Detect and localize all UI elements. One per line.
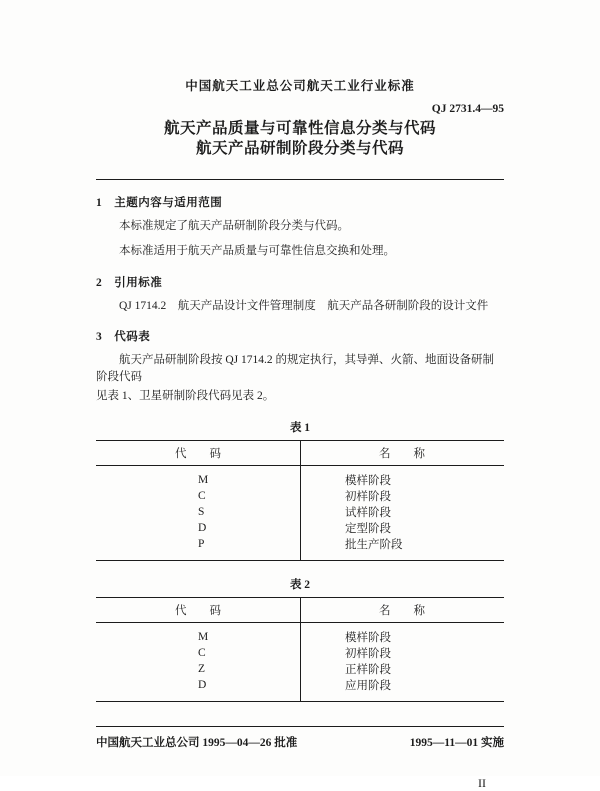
table-2-caption: 表 2 bbox=[289, 579, 311, 592]
code-cell: Z bbox=[198, 663, 206, 676]
table-2-body bbox=[96, 623, 504, 701]
table-2-header-code: 代 码 bbox=[175, 605, 221, 618]
name-cell: 应用阶段 bbox=[345, 680, 391, 693]
code-cell: D bbox=[198, 522, 207, 535]
table-row bbox=[96, 472, 504, 488]
name-cell: 批生产阶段 bbox=[345, 539, 403, 552]
name-cell: 模样阶段 bbox=[345, 475, 391, 488]
table-row bbox=[96, 536, 504, 552]
footer bbox=[96, 734, 504, 750]
table-row bbox=[96, 677, 504, 693]
code-cell: C bbox=[198, 490, 206, 503]
table-row bbox=[96, 520, 504, 536]
table-1 bbox=[96, 440, 504, 561]
name-cell: 初样阶段 bbox=[345, 491, 391, 504]
code-cell: P bbox=[198, 538, 205, 551]
table-1-body bbox=[96, 466, 504, 560]
footer-divider bbox=[96, 726, 504, 727]
page-number: II bbox=[478, 776, 486, 791]
section-1-paragraph-1: 本标准规定了航天产品研制阶段分类与代码。 bbox=[119, 220, 349, 233]
name-cell: 模样阶段 bbox=[345, 632, 391, 645]
implementation-text: 1995—11—01 实施 bbox=[409, 737, 504, 750]
section-1-paragraph-2: 本标准适用于航天产品质量与可靠性信息交换和处理。 bbox=[119, 244, 395, 257]
section-1-heading: 1 主题内容与适用范围 bbox=[96, 197, 223, 210]
table-2 bbox=[96, 597, 504, 702]
code-cell: M bbox=[198, 474, 209, 487]
table-row bbox=[96, 488, 504, 504]
document-title bbox=[96, 119, 504, 159]
name-cell: 初样阶段 bbox=[345, 648, 391, 661]
approval-text: 中国航天工业总公司 1995—04—26 批准 bbox=[96, 737, 298, 750]
document-title-line2: 航天产品研制阶段分类与代码 bbox=[195, 140, 404, 158]
table-1-header-code: 代 码 bbox=[175, 448, 221, 461]
table-1-caption: 表 1 bbox=[289, 422, 311, 435]
table-2-header-row bbox=[96, 598, 504, 623]
section-3-heading: 3 代码表 bbox=[96, 331, 151, 344]
name-cell: 定型阶段 bbox=[345, 523, 391, 536]
table-1-header-name: 名 称 bbox=[379, 448, 425, 461]
section-2-paragraph-1: QJ 1714.2 航天产品设计文件管理制度 航天产品各研制阶段的设计文件 bbox=[119, 299, 489, 312]
table-row bbox=[96, 504, 504, 520]
table-1-header-row bbox=[96, 441, 504, 466]
code-cell: M bbox=[198, 631, 209, 644]
table-2-header-name: 名 称 bbox=[379, 605, 425, 618]
name-cell: 试样阶段 bbox=[345, 507, 391, 520]
section-3-paragraph-1: 航天产品研制阶段按 QJ 1714.2 的规定执行，其导弹、火箭、地面设备研制阶段代码 bbox=[96, 354, 495, 383]
table-row bbox=[96, 645, 504, 661]
section-3-paragraph-2: 见表 1、卫星研制阶段代码见表 2。 bbox=[96, 389, 275, 402]
code-cell: S bbox=[198, 506, 205, 519]
header-divider bbox=[96, 179, 504, 180]
code-cell: C bbox=[198, 647, 206, 660]
standard-org-title: 中国航天工业总公司航天工业行业标准 bbox=[185, 79, 415, 93]
table-row bbox=[96, 661, 504, 677]
name-cell: 正样阶段 bbox=[345, 664, 391, 677]
code-cell: D bbox=[198, 679, 207, 692]
table-row bbox=[96, 629, 504, 645]
standard-number: QJ 2731.4—95 bbox=[431, 103, 504, 115]
section-2-heading: 2 引用标准 bbox=[96, 276, 163, 289]
document-title-line1: 航天产品质量与可靠性信息分类与代码 bbox=[163, 120, 436, 137]
